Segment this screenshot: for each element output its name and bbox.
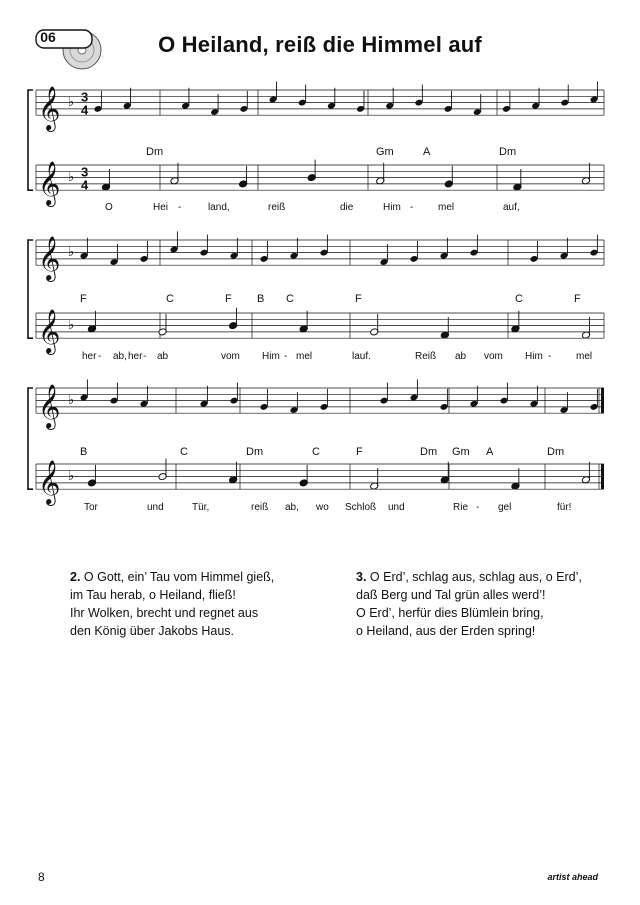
lyric-syllable: ab bbox=[455, 351, 467, 362]
lyric-syllable: reiß bbox=[268, 202, 286, 213]
lyric-syllable: Tür, bbox=[192, 502, 210, 513]
chord-symbol: Dm bbox=[499, 146, 517, 158]
flat-icon: ♭ bbox=[68, 468, 75, 484]
verse-line: O Gott, ein’ Tau vom Himmel gieß, bbox=[83, 570, 275, 584]
lyric-syllable: - bbox=[98, 351, 102, 362]
lyric-syllable: Him bbox=[525, 351, 543, 362]
lyric-syllable: für! bbox=[557, 502, 572, 513]
lyric-syllable: - bbox=[143, 351, 147, 362]
lyric-syllable: Reiß bbox=[415, 351, 437, 362]
treble-clef-icon: 𝄞 bbox=[38, 460, 61, 505]
lyric-syllable: wo bbox=[316, 502, 329, 513]
lyric-syllable: Rie bbox=[453, 502, 469, 513]
chord-symbol: A bbox=[423, 146, 431, 158]
lyric-syllable: ab bbox=[157, 351, 169, 362]
chord-symbol: B bbox=[257, 293, 265, 305]
lyric-syllable: her bbox=[128, 351, 143, 362]
lyric-syllable: vom bbox=[221, 351, 240, 362]
lyric-syllable: gel bbox=[498, 502, 512, 513]
lyric-syllable: reiß bbox=[251, 502, 269, 513]
chord-symbol: Dm bbox=[246, 446, 264, 458]
lyric-syllable: - bbox=[178, 202, 182, 213]
system-bracket bbox=[28, 90, 33, 190]
lyric-syllable: vom bbox=[484, 351, 503, 362]
lyric-syllable: die bbox=[340, 202, 354, 213]
time-signature-bottom: 4 bbox=[81, 177, 89, 193]
treble-clef-icon: 𝄞 bbox=[38, 236, 61, 281]
flat-icon: ♭ bbox=[68, 94, 75, 110]
lyric-syllable: Him bbox=[262, 351, 280, 362]
verse-line: den König über Jakobs Haus. bbox=[70, 624, 234, 638]
chord-symbol: A bbox=[486, 446, 494, 458]
chord-symbol: F bbox=[80, 293, 87, 305]
flat-icon: ♭ bbox=[68, 244, 75, 260]
treble-clef-icon: 𝄞 bbox=[38, 309, 61, 354]
treble-clef-icon: 𝄞 bbox=[38, 161, 61, 206]
verse-line: O Erd’, schlag aus, schlag aus, o Erd’, bbox=[369, 570, 582, 584]
lyric-syllable: mel bbox=[438, 202, 455, 213]
verse-3 bbox=[356, 568, 582, 640]
time-signature-top: 3 bbox=[81, 164, 89, 180]
lyric-syllable: - bbox=[410, 202, 414, 213]
lyric-syllable: O bbox=[105, 202, 113, 213]
verse-number: 2. bbox=[70, 570, 81, 584]
page-title: O Heiland, reiß die Himmel auf bbox=[158, 32, 482, 57]
chord-symbol: C bbox=[180, 446, 188, 458]
flat-icon: ♭ bbox=[68, 392, 75, 408]
verse-line: o Heiland, aus der Erden spring! bbox=[356, 624, 536, 638]
chord-symbol: Dm bbox=[420, 446, 438, 458]
chord-symbol: Gm bbox=[376, 146, 394, 158]
lyric-syllable: mel bbox=[576, 351, 593, 362]
time-signature-top: 3 bbox=[81, 89, 89, 105]
verse-line: daß Berg und Tal grün alles werd’! bbox=[356, 588, 546, 602]
lyric-syllable: her bbox=[82, 351, 97, 362]
chord-symbol: B bbox=[80, 446, 88, 458]
verse-line: Ihr Wolken, brecht und regnet aus bbox=[70, 606, 259, 620]
treble-clef-icon: 𝄞 bbox=[38, 384, 61, 429]
chord-symbol: C bbox=[166, 293, 174, 305]
verse-line: O Erd’, herfür dies Blümlein bring, bbox=[356, 606, 544, 620]
verse-2 bbox=[70, 568, 274, 640]
system-bracket bbox=[28, 388, 33, 489]
page-number: 8 bbox=[38, 870, 45, 884]
verse-line: im Tau herab, o Heiland, fließ! bbox=[70, 588, 236, 602]
lyric-syllable: land, bbox=[208, 202, 230, 213]
publisher-logo: artist ahead bbox=[547, 872, 598, 882]
lyric-syllable: und bbox=[388, 502, 405, 513]
chord-symbol: F bbox=[574, 293, 581, 305]
lyric-syllable: mel bbox=[296, 351, 313, 362]
time-signature-bottom: 4 bbox=[81, 102, 89, 118]
lyric-syllable: - bbox=[476, 502, 480, 513]
lyric-syllable: und bbox=[147, 502, 164, 513]
lyric-syllable: Hei bbox=[153, 202, 169, 213]
chord-symbol: C bbox=[286, 293, 294, 305]
chord-symbol: Dm bbox=[547, 446, 565, 458]
lyric-syllable: Him bbox=[383, 202, 401, 213]
treble-clef-icon: 𝄞 bbox=[38, 86, 61, 131]
lyric-syllable: Schloß bbox=[345, 502, 377, 513]
verse-number: 3. bbox=[356, 570, 367, 584]
chord-symbol: F bbox=[356, 446, 363, 458]
chord-symbol: Dm bbox=[146, 146, 164, 158]
system-bracket bbox=[28, 240, 33, 338]
chord-symbol: F bbox=[225, 293, 232, 305]
lyric-syllable: ab, bbox=[113, 351, 127, 362]
lyric-syllable: - bbox=[284, 351, 288, 362]
chord-symbol: C bbox=[312, 446, 320, 458]
lyric-syllable: Tor bbox=[84, 502, 98, 513]
chord-symbol: F bbox=[355, 293, 362, 305]
chord-symbol: Gm bbox=[452, 446, 470, 458]
lyric-syllable: - bbox=[548, 351, 552, 362]
flat-icon: ♭ bbox=[68, 169, 75, 185]
lyric-syllable: auf, bbox=[503, 202, 520, 213]
track-number: 06 bbox=[40, 29, 56, 45]
chord-symbol: C bbox=[515, 293, 523, 305]
lyric-syllable: lauf. bbox=[352, 351, 371, 362]
flat-icon: ♭ bbox=[68, 317, 75, 333]
lyric-syllable: ab, bbox=[285, 502, 299, 513]
